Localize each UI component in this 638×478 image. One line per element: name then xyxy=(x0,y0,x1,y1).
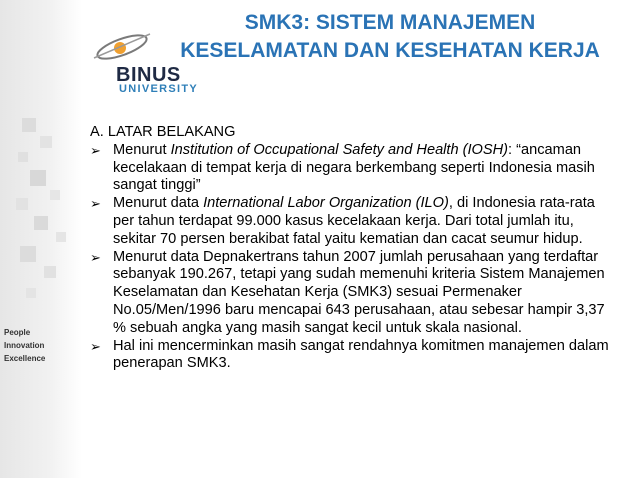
bullet-ilo-org: International Labor Organization (ILO) xyxy=(203,195,449,212)
tagline-people: People xyxy=(4,328,31,337)
decorative-blocks xyxy=(0,0,82,478)
tagline-innovation: Innovation xyxy=(4,341,45,350)
bullet-ilo-post: , di Indonesia rata-rata per tahun terdapat 99.000 kasus kecelakaan kerja. Dari total jumlah itu, sekitar 70 persen berakibat fatal yaitu kematian dan cacat seumur hidup. xyxy=(113,195,595,247)
bullet-ilo xyxy=(90,195,618,248)
tagline xyxy=(4,326,45,365)
logo-wordmark: BINUS xyxy=(116,64,181,86)
title-line-1: SMK3: SISTEM MANAJEMEN xyxy=(244,11,536,34)
arrow-bullet-icon: ➢ xyxy=(90,338,101,354)
title-line-2: KESELAMATAN DAN KESEHATAN KERJA xyxy=(180,39,600,62)
bullet-iosh xyxy=(90,142,618,195)
bullet-depnakertrans xyxy=(90,249,618,338)
slide-body xyxy=(90,124,618,373)
bullet-list xyxy=(90,142,618,373)
section-heading: A. LATAR BELAKANG xyxy=(90,124,236,140)
bullet-depnakertrans-text: Menurut data Depnakertrans tahun 2007 jumlah perusahaan yang terdaftar sebanyak 190.267, tetapi yang sudah memenuhi kriteria Sistem Manajemen Keselamatan dan Kesehatan Kerja (SMK3) sesuai Permenaker No.05/Men/1996 baru mencapai 643 perusahaan, atau sebesar hampir 3,37 % sebuah angka yang masih sangat kecil untuk skala nasional. xyxy=(113,248,605,336)
bullet-iosh-pre: Menurut xyxy=(113,141,171,158)
arrow-bullet-icon: ➢ xyxy=(90,249,101,265)
bullet-komitmen-text: Hal ini mencerminkan masih sangat rendahnya komitmen manajemen dalam penerapan SMK3. xyxy=(113,337,609,372)
bullet-iosh-post: : “ancaman kecelakaan di tempat kerja di negara berkembang seperti Indonesia masih sangat tinggi” xyxy=(113,141,595,194)
slide-title xyxy=(150,9,630,65)
tagline-excellence: Excellence xyxy=(4,354,46,363)
logo-subtitle: UNIVERSITY xyxy=(119,83,199,95)
arrow-bullet-icon: ➢ xyxy=(90,196,101,212)
arrow-bullet-icon: ➢ xyxy=(90,142,101,158)
bullet-ilo-pre: Menurut data xyxy=(113,195,204,212)
bullet-iosh-org: Institution of Occupational Safety and Health (IOSH) xyxy=(170,141,509,158)
bullet-komitmen xyxy=(90,338,618,374)
